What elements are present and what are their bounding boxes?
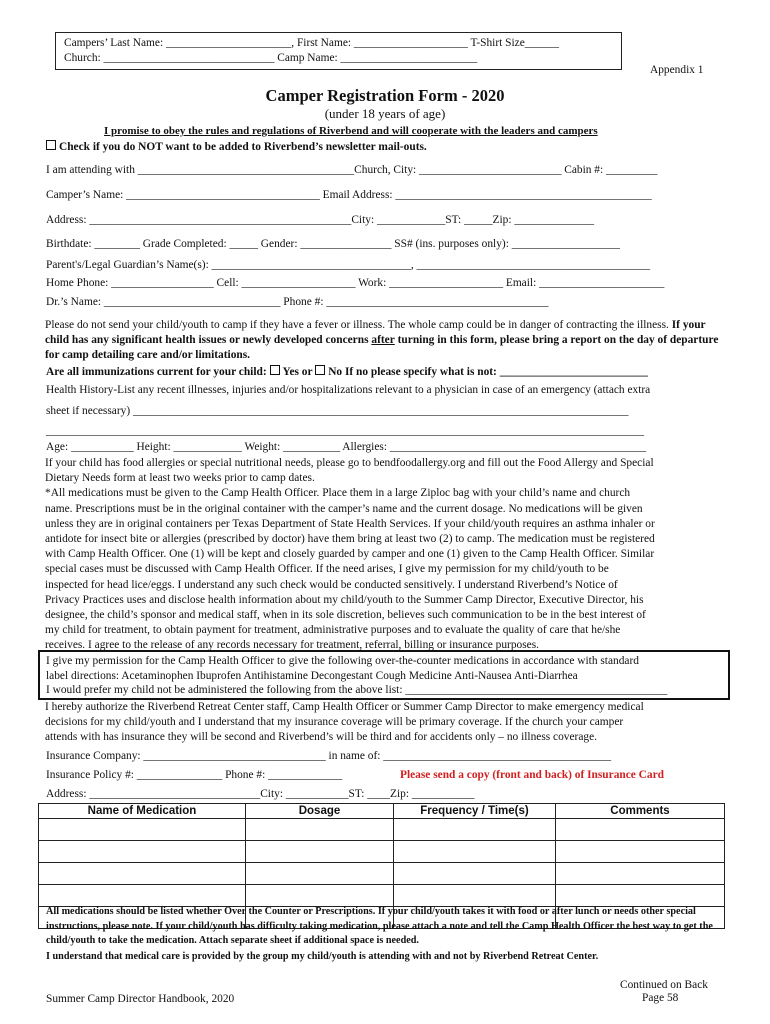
medical-line: designee, the child’s sponsor and medical staff, when in its sole discretion, believes such communication to be in the best interest of: [45, 609, 646, 622]
medical-line: my child for treatment, to obtain payment for treatment, administrative purposes and to evaluate the quality of care that he/she: [45, 624, 621, 637]
attending-field[interactable]: I am attending with ______________________________________Church, City: _________________________ Cabin #: _________: [46, 164, 658, 176]
appendix-label: Appendix 1: [650, 64, 704, 76]
dosage-cell[interactable]: [246, 819, 394, 841]
medication-note: All medications should be listed whether Over the Counter or Prescriptions. If your child/youth takes it with food or after lunch or needs other special instructions, please note. If your child/youth has difficulty taking medication, please attach a note and tell the Camp Health Officer the best way to get the child/youth to take the medication. Attach separate sheet if additional space is needed.: [46, 906, 713, 946]
comments-cell[interactable]: [556, 885, 725, 907]
newsletter-checkbox[interactable]: [46, 140, 56, 150]
illness-bold-after: after: [371, 334, 395, 347]
dosage-cell[interactable]: [246, 863, 394, 885]
guardian-field[interactable]: Parent's/Legal Guardian’s Name(s): ___________________________________, _________________________________________: [46, 259, 651, 271]
illness-paragraph: [45, 318, 725, 364]
birthdate-field[interactable]: Birthdate: ________ Grade Completed: _____ Gender: ________________ SS# (ins. purposes only): ___________________: [46, 238, 620, 250]
form-title: Camper Registration Form - 2020: [265, 86, 505, 105]
comments-cell[interactable]: [556, 819, 725, 841]
immunizations-line: [46, 365, 648, 378]
table-row: [39, 819, 725, 841]
health-history-line2[interactable]: sheet if necessary) _______________________________________________________________________________________: [46, 405, 629, 417]
immunizations-yes-checkbox[interactable]: [270, 365, 280, 375]
immunizations-no-label[interactable]: No If no please specify what is not: __________________________: [328, 366, 648, 378]
authorize-line: I hereby authorize the Riverbend Retreat Center staff, Camp Health Officer or Summer Camp Director to make emergency medical: [45, 701, 644, 713]
medical-paragraph: [45, 456, 725, 654]
continued-label: Continued on Back: [620, 979, 708, 991]
form-subtitle: (under 18 years of age): [324, 106, 446, 121]
camper-info-box: [55, 32, 622, 70]
immunizations-no-checkbox[interactable]: [315, 365, 325, 375]
insurance-address-field[interactable]: Address: ______________________________City: ___________ST: ____Zip: ___________: [46, 788, 475, 800]
medical-line: name. Prescriptions must be in the original container with the camper’s name and the current dosage. No medications will be given: [45, 502, 643, 515]
table-row: [39, 863, 725, 885]
handbook-footer: Summer Camp Director Handbook, 2020: [46, 993, 235, 1005]
newsletter-optout[interactable]: [46, 140, 427, 153]
medication-cell[interactable]: [39, 885, 246, 907]
camper-name-line[interactable]: Campers’ Last Name: ______________________, First Name: ____________________ T-Shirt Size______: [64, 37, 559, 49]
medical-line: *All medications must be given to the Camp Health Officer. Place them in a large Ziploc bag with your child’s name and church: [45, 487, 631, 500]
frequency-cell[interactable]: [394, 841, 556, 863]
medical-line: Privacy Practices uses and disclose health information about my child/youth to the Summer Camp Director, Executive Director, his: [45, 593, 644, 606]
table-header-row: [39, 804, 725, 819]
insurance-company-field[interactable]: Insurance Company: ________________________________ in name of: ________________________________________: [46, 750, 612, 762]
otc-line2: label directions: Acetaminophen Ibuprofen Antihistamine Decongestant Cough Medicine Anti-Nausea Anti-Diarrhea: [46, 670, 578, 682]
page-number: Page 58: [642, 992, 679, 1004]
table-row: [39, 885, 725, 907]
medical-line: receives. I agree to the release of any records necessary for treatment, referral, billing or insurance purposes.: [45, 639, 539, 652]
address-field[interactable]: Address: ______________________________________________City: ____________ST: _____Zip: ______________: [46, 214, 595, 226]
illness-bold-a: If your child has any significant health issues or newly developed concerns: [45, 319, 706, 347]
dosage-cell[interactable]: [246, 885, 394, 907]
col-header-comments: Comments: [556, 804, 725, 819]
col-header-frequency: Frequency / Time(s): [394, 804, 556, 819]
medical-line: antidote for insect bite or allergies (prescribed by doctor) have them bring at least two (2) to camp. The medication must be registered: [45, 533, 655, 546]
medication-cell[interactable]: [39, 863, 246, 885]
col-header-medication: Name of Medication: [39, 804, 246, 819]
medical-line: with Camp Health Officer. One (1) will be kept and closely guarded by camper and one (1) given to the Camp Health Officer. Similar: [45, 548, 655, 561]
medical-line: If your child has food allergies or special nutritional needs, please go to bendfoodallergy.org and fill out the Food Allergy and Special: [45, 457, 654, 469]
otc-permission-box: [38, 650, 730, 700]
comments-cell[interactable]: [556, 863, 725, 885]
newsletter-label: Check if you do NOT want to be added to Riverbend’s newsletter mail-outs.: [59, 141, 427, 153]
medical-line: Dietary Needs form at least two weeks prior to camp dates.: [45, 472, 315, 485]
authorize-line: attends with has insurance they will be second and Riverbend’s will be third and for accidents only – no illness coverage.: [45, 731, 597, 744]
authorize-line: decisions for my child/youth and I understand that my insurance coverage will be primary coverage. If the church your camper: [45, 716, 624, 729]
table-row: [39, 841, 725, 863]
col-header-dosage: Dosage: [246, 804, 394, 819]
church-camp-line[interactable]: Church: ______________________________ Camp Name: ________________________: [64, 52, 478, 64]
insurance-policy-field[interactable]: Insurance Policy #: _______________ Phone #: _____________: [46, 769, 343, 781]
otc-line1: I give my permission for the Camp Health Officer to give the following over-the-counter medications in accordance with standard: [46, 655, 639, 667]
immunizations-label: Are all immunizations current for your child:: [46, 366, 267, 378]
otc-line3[interactable]: I would prefer my child not be administered the following from the above list: ______________________________________________: [46, 684, 668, 696]
promise-statement: I promise to obey the rules and regulations of Riverbend and will cooperate with the leaders and campers: [104, 125, 598, 137]
health-history-line1: Health History-List any recent illnesses, injuries and/or hospitalizations relevant to a physician in case of an emergency (attach extra: [46, 384, 651, 396]
authorize-paragraph: [45, 700, 725, 746]
comments-cell[interactable]: [556, 841, 725, 863]
immunizations-yes-label: Yes or: [282, 366, 313, 378]
medical-line: inspected for head lice/eggs. I understand any such check would be conducted sensitively. I understand Riverbend’s Notice of: [45, 578, 618, 591]
health-history-line3[interactable]: _________________________________________________________________________________________________________: [46, 425, 645, 437]
illness-bold-b: turning in this form, please bring a report on the day of departure for camp detailing care and/or limitations.: [45, 334, 719, 362]
frequency-cell[interactable]: [394, 885, 556, 907]
frequency-cell[interactable]: [394, 819, 556, 841]
frequency-cell[interactable]: [394, 863, 556, 885]
medical-line: unless they are in original containers per Texas Department of State Health Services. If your child/youth requires an asthma inhaler or: [45, 517, 655, 530]
illness-text: Please do not send your child/youth to camp if they have a fever or illness. The whole camp could be in danger of contracting the illness.: [45, 319, 669, 331]
camper-name-field[interactable]: Camper’s Name: __________________________________ Email Address: _____________________________________________: [46, 189, 652, 201]
medical-care-note: I understand that medical care is provided by the group my child/youth is attending with and not by Riverbend Retreat Center.: [46, 951, 599, 962]
phone-field[interactable]: Home Phone: __________________ Cell: ____________________ Work: ____________________ Email: ______________________: [46, 277, 665, 289]
dosage-cell[interactable]: [246, 841, 394, 863]
insurance-copy-note: Please send a copy (front and back) of Insurance Card: [400, 769, 664, 781]
doctor-field[interactable]: Dr.’s Name: _______________________________ Phone #: _______________________________________: [46, 296, 549, 308]
medication-cell[interactable]: [39, 841, 246, 863]
medication-cell[interactable]: [39, 819, 246, 841]
medical-line: special cases must be discussed with Camp Health Officer. If the need arises, I give my permission for my child/youth to be: [45, 563, 609, 576]
vitals-field[interactable]: Age: ___________ Height: ____________ Weight: __________ Allergies: _____________________________________________: [46, 441, 647, 453]
